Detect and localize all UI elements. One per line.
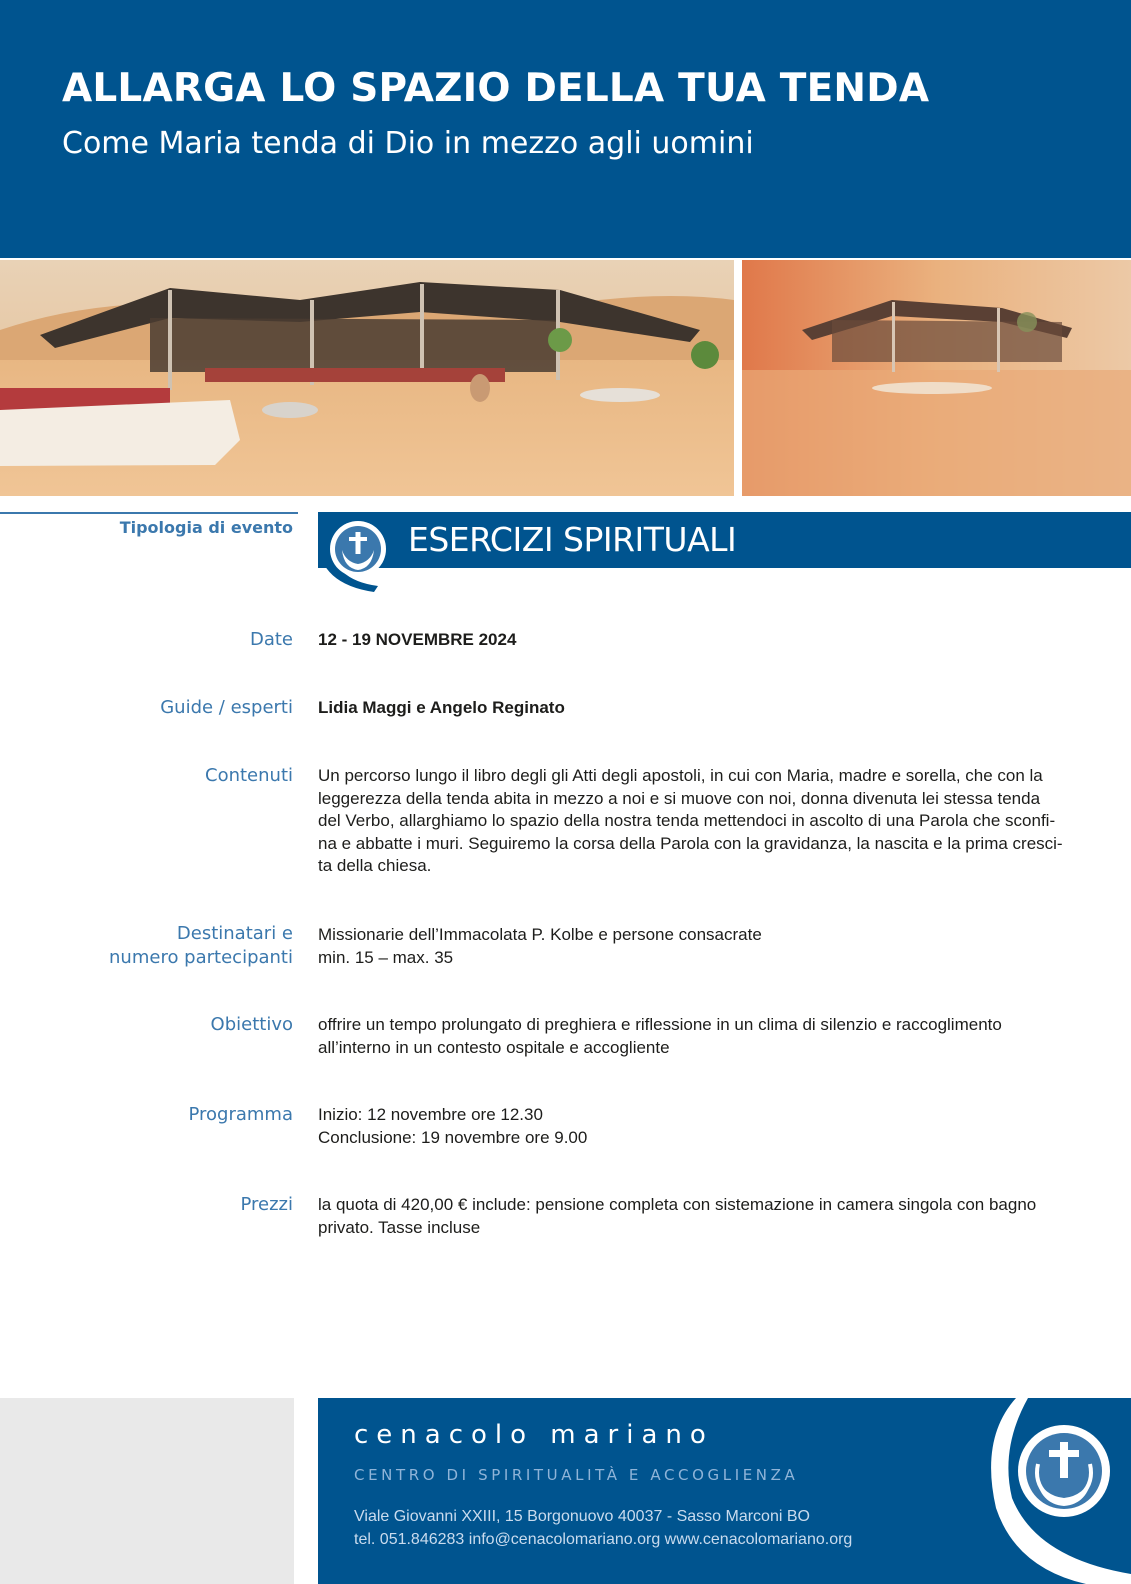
footer bbox=[318, 1398, 1131, 1584]
program-label: Programma bbox=[188, 1104, 293, 1125]
contents-text bbox=[318, 765, 1063, 878]
org-contact: tel. 051.846283 info@cenacolomariano.org www.cenacolomariano.org bbox=[354, 1531, 853, 1548]
org-address: Viale Giovanni XXIII, 15 Borgonuovo 40037 - Sasso Marconi BO bbox=[354, 1508, 810, 1525]
event-type-value: ESERCIZI SPIRITUALI bbox=[408, 520, 737, 559]
guides-label: Guide / esperti bbox=[160, 697, 293, 718]
org-name: cenacolo mariano bbox=[354, 1420, 714, 1450]
recipients-line: min. 15 – max. 35 bbox=[318, 947, 454, 967]
recipients-label-line: numero partecipanti bbox=[109, 947, 293, 968]
program-line: Inizio: 12 novembre ore 12.30 bbox=[318, 1105, 543, 1124]
objective-line: offrire un tempo prolungato di preghiera e riflessione in un clima di silenzio e raccoglimento bbox=[318, 1015, 1002, 1034]
contents-line: ta della chiesa. bbox=[318, 856, 432, 875]
prices-label: Prezzi bbox=[240, 1194, 293, 1215]
page-title: ALLARGA LO SPAZIO DELLA TUA TENDA bbox=[62, 66, 930, 111]
prices-value bbox=[318, 1194, 1037, 1239]
recipients-value bbox=[318, 924, 1023, 969]
objective-label: Obiettivo bbox=[210, 1014, 293, 1035]
program-line: Conclusione: 19 novembre ore 9.00 bbox=[318, 1127, 588, 1147]
contents-line: Un percorso lungo il libro degli gli Atti degli apostoli, in cui con Maria, madre e sorella, che con la bbox=[318, 766, 1043, 785]
prices-line: privato. Tasse incluse bbox=[318, 1217, 481, 1237]
desert-tent-photo bbox=[0, 260, 734, 496]
contents-line: na e abbatte i muri. Seguiremo la corsa della Parola con la gravidanza, la nascita e la prima cresci- bbox=[318, 833, 1063, 853]
guides-value: Lidia Maggi e Angelo Reginato bbox=[318, 698, 565, 717]
desert-tent-photo-tinted bbox=[742, 260, 1131, 496]
prices-line: la quota di 420,00 € include: pensione completa con sistemazione in camera singola con bagno bbox=[318, 1195, 1037, 1214]
footer-gray-panel bbox=[0, 1398, 294, 1584]
contents-label: Contenuti bbox=[205, 765, 293, 786]
recipients-label bbox=[109, 922, 293, 970]
objective-line: all’interno in un contesto ospitale e accogliente bbox=[318, 1037, 670, 1057]
cenacolo-logo-icon bbox=[318, 512, 398, 594]
recipients-label-line: Destinatari e bbox=[176, 923, 293, 944]
date-label: Date bbox=[249, 629, 293, 650]
program-value bbox=[318, 1104, 1023, 1149]
org-tagline: CENTRO DI SPIRITUALITÀ E ACCOGLIENZA bbox=[354, 1466, 799, 1484]
page-subtitle: Come Maria tenda di Dio in mezzo agli uomini bbox=[62, 126, 754, 161]
date-value: 12 - 19 NOVEMBRE 2024 bbox=[318, 630, 517, 649]
contents-line: leggerezza della tenda abita in mezzo a noi e si muove con noi, donna divenuta lei stessa tenda bbox=[318, 788, 1041, 808]
objective-value bbox=[318, 1014, 1023, 1059]
event-type-label: Tipologia di evento bbox=[119, 518, 293, 537]
recipients-line: Missionarie dell’Immacolata P. Kolbe e persone consacrate bbox=[318, 925, 762, 944]
header-banner bbox=[0, 0, 1131, 258]
cenacolo-logo-icon bbox=[976, 1398, 1131, 1584]
contents-line: del Verbo, allarghiamo lo spazio della nostra tenda mettendoci in ascolto di una Parola che sconfi- bbox=[318, 811, 1056, 830]
event-type-rule bbox=[0, 512, 298, 514]
